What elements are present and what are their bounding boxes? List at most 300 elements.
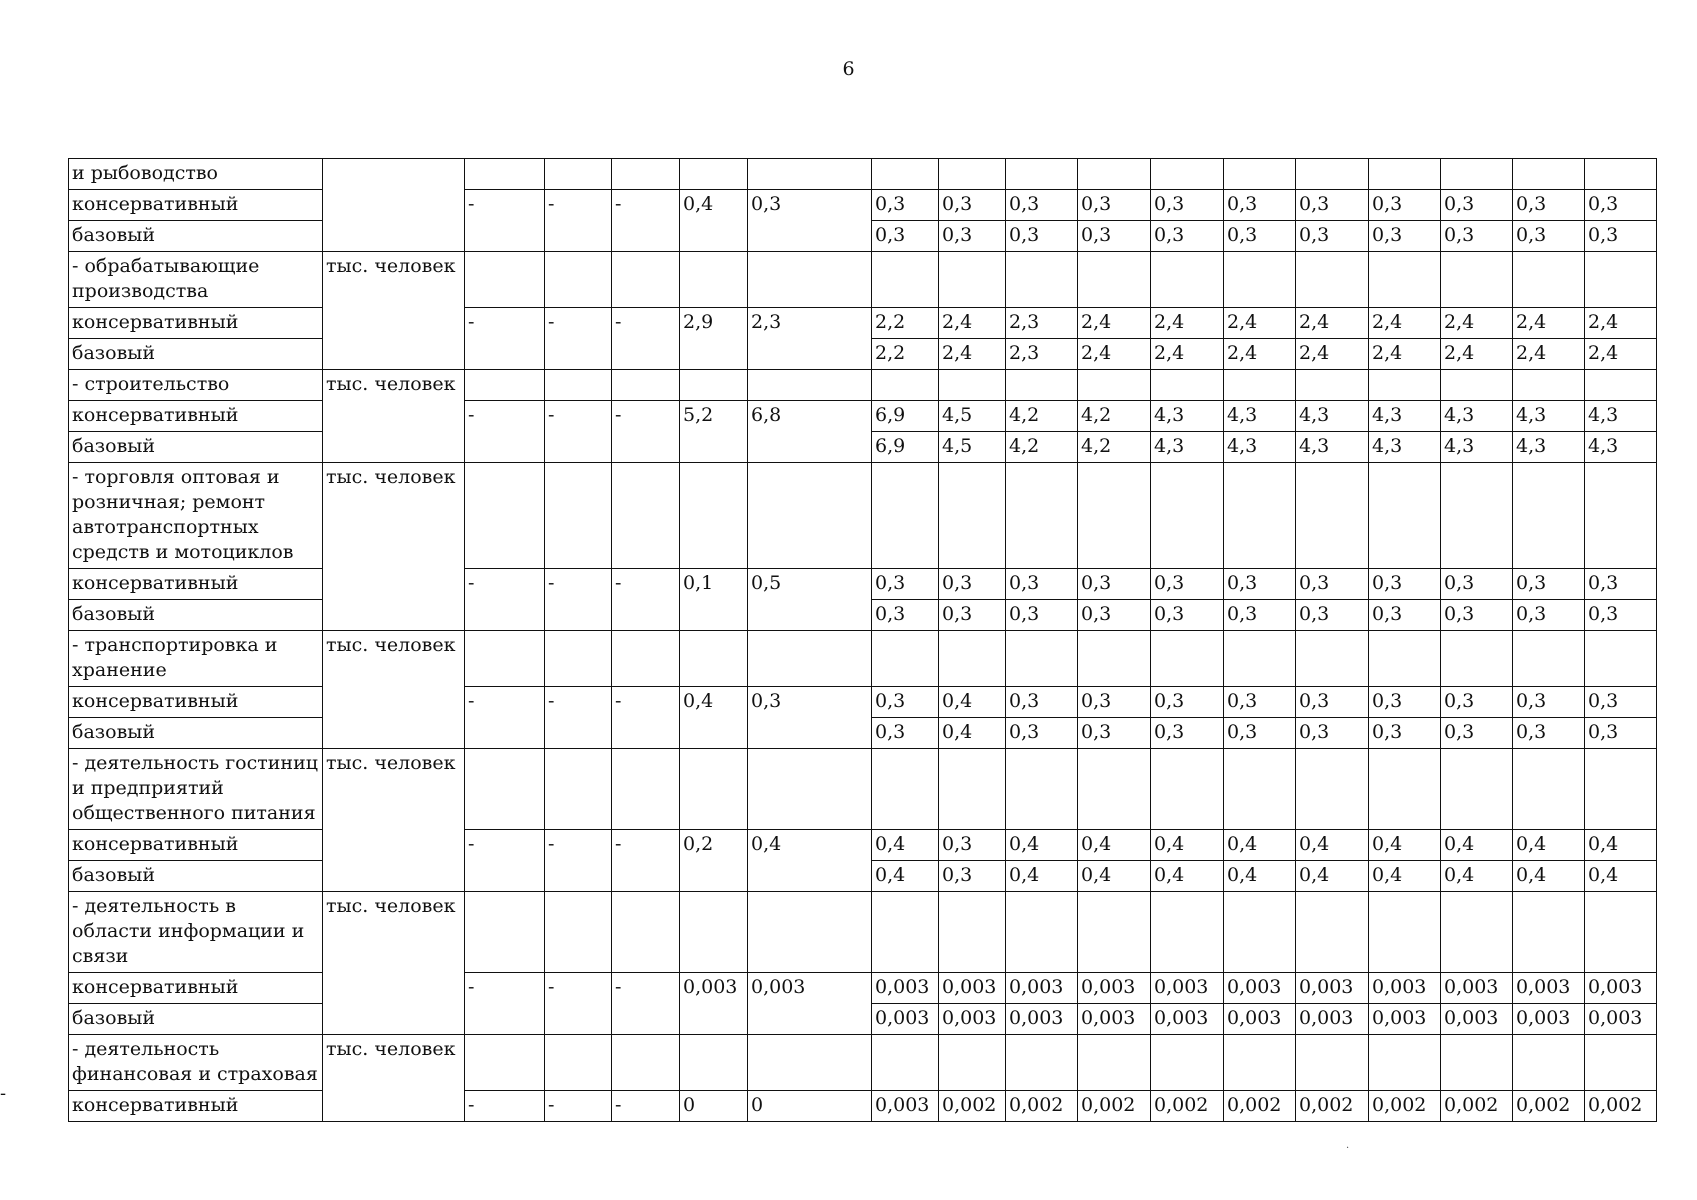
unit-cell: тыс. человек <box>323 892 465 1035</box>
forecast-value-cell: 2,4 <box>939 339 1006 370</box>
history-value-cell: 0,1 <box>680 569 748 631</box>
forecast-value-cell: 0,4 <box>1078 861 1151 892</box>
scenario-name-cell: базовый <box>69 861 323 892</box>
forecast-value-cell: 0,3 <box>1296 190 1369 221</box>
empty-cell <box>1296 370 1369 401</box>
empty-cell <box>680 463 748 569</box>
empty-cell <box>1369 252 1441 308</box>
forecast-value-cell: 0,3 <box>1151 718 1224 749</box>
forecast-value-cell: 0,4 <box>1224 861 1296 892</box>
empty-cell <box>1369 892 1441 973</box>
forecast-value-cell: 0,4 <box>1369 861 1441 892</box>
empty-cell <box>1224 159 1296 190</box>
history-value-cell: 0 <box>748 1091 872 1122</box>
forecast-value-cell: 0,003 <box>1369 1004 1441 1035</box>
history-value-cell: - <box>545 308 612 370</box>
scenario-name-cell: консервативный <box>69 830 323 861</box>
forecast-value-cell: 0,003 <box>1513 973 1585 1004</box>
forecast-value-cell: 0,4 <box>1006 861 1078 892</box>
table-row-conservative <box>69 569 1657 600</box>
forecast-value-cell: 4,2 <box>1078 401 1151 432</box>
forecast-value-cell: 0,3 <box>1369 718 1441 749</box>
empty-cell <box>1296 1035 1369 1091</box>
history-value-cell: - <box>545 1091 612 1122</box>
forecast-value-cell: 0,3 <box>1296 569 1369 600</box>
table-row-indicator <box>69 159 1657 190</box>
forecast-value-cell: 0,003 <box>1585 973 1657 1004</box>
forecast-value-cell: 0,4 <box>1585 861 1657 892</box>
scenario-name-cell: базовый <box>69 339 323 370</box>
history-value-cell: 0 <box>680 1091 748 1122</box>
forecast-value-cell: 0,4 <box>1151 861 1224 892</box>
forecast-value-cell: 0,4 <box>1296 830 1369 861</box>
empty-cell <box>1006 631 1078 687</box>
forecast-value-cell: 4,3 <box>1441 401 1513 432</box>
forecast-value-cell: 0,3 <box>1441 718 1513 749</box>
table-row-conservative <box>69 401 1657 432</box>
unit-cell: тыс. человек <box>323 749 465 892</box>
empty-cell <box>1441 370 1513 401</box>
forecast-value-cell: 0,003 <box>1441 1004 1513 1035</box>
forecast-value-cell: 4,3 <box>1441 432 1513 463</box>
empty-cell <box>1224 370 1296 401</box>
empty-cell <box>612 1035 680 1091</box>
forecast-value-cell: 0,3 <box>1441 569 1513 600</box>
forecast-value-cell: 0,002 <box>1369 1091 1441 1122</box>
forecast-value-cell: 0,4 <box>1513 861 1585 892</box>
forecast-value-cell: 0,002 <box>1585 1091 1657 1122</box>
forecast-value-cell: 2,4 <box>1513 339 1585 370</box>
scenario-name-cell: базовый <box>69 718 323 749</box>
empty-cell <box>1441 463 1513 569</box>
scenario-name-cell: консервативный <box>69 973 323 1004</box>
forecast-value-cell: 0,3 <box>1151 190 1224 221</box>
forecast-value-cell: 2,4 <box>939 308 1006 339</box>
forecast-value-cell: 2,4 <box>1585 339 1657 370</box>
empty-cell <box>872 892 939 973</box>
forecast-value-cell: 0,3 <box>1585 718 1657 749</box>
empty-cell <box>1585 159 1657 190</box>
forecast-value-cell: 0,4 <box>1006 830 1078 861</box>
forecast-value-cell: 0,3 <box>1224 687 1296 718</box>
forecast-value-cell: 0,3 <box>1078 221 1151 252</box>
forecast-value-cell: 0,3 <box>1585 221 1657 252</box>
forecast-value-cell: 0,3 <box>1078 569 1151 600</box>
forecast-value-cell: 0,003 <box>1006 973 1078 1004</box>
forecast-value-cell: 0,4 <box>939 687 1006 718</box>
history-value-cell: - <box>545 401 612 463</box>
scenario-name-cell: консервативный <box>69 308 323 339</box>
empty-cell <box>1224 892 1296 973</box>
empty-cell <box>465 749 545 830</box>
forecast-value-cell: 4,3 <box>1296 401 1369 432</box>
forecast-value-cell: 2,4 <box>1078 308 1151 339</box>
empty-cell <box>1585 749 1657 830</box>
empty-cell <box>1224 749 1296 830</box>
history-value-cell: - <box>545 569 612 631</box>
footer-dot: · <box>1346 1143 1350 1154</box>
empty-cell <box>1513 749 1585 830</box>
empty-cell <box>1369 159 1441 190</box>
empty-cell <box>1441 252 1513 308</box>
empty-cell <box>680 631 748 687</box>
forecast-value-cell: 0,3 <box>1006 569 1078 600</box>
empty-cell <box>748 159 872 190</box>
empty-cell <box>680 252 748 308</box>
empty-cell <box>939 463 1006 569</box>
forecast-value-cell: 0,3 <box>1151 687 1224 718</box>
forecast-value-cell: 0,3 <box>1224 190 1296 221</box>
empty-cell <box>1441 892 1513 973</box>
forecast-value-cell: 0,002 <box>1441 1091 1513 1122</box>
table-row-indicator <box>69 370 1657 401</box>
forecast-value-cell: 0,3 <box>939 830 1006 861</box>
table-row-indicator <box>69 252 1657 308</box>
empty-cell <box>1296 252 1369 308</box>
forecast-value-cell: 0,4 <box>1078 830 1151 861</box>
empty-cell <box>748 892 872 973</box>
forecast-value-cell: 4,5 <box>939 432 1006 463</box>
forecast-value-cell: 2,4 <box>1296 308 1369 339</box>
history-value-cell: - <box>612 973 680 1035</box>
forecast-value-cell: 0,3 <box>1513 687 1585 718</box>
empty-cell <box>612 252 680 308</box>
forecast-value-cell: 0,3 <box>1369 190 1441 221</box>
forecast-value-cell: 0,3 <box>872 600 939 631</box>
empty-cell <box>748 252 872 308</box>
empty-cell <box>1585 1035 1657 1091</box>
empty-cell <box>1078 892 1151 973</box>
forecast-value-cell: 0,3 <box>1078 190 1151 221</box>
forecast-value-cell: 0,003 <box>1369 973 1441 1004</box>
forecast-value-cell: 4,2 <box>1006 432 1078 463</box>
empty-cell <box>612 370 680 401</box>
empty-cell <box>1513 1035 1585 1091</box>
forecast-value-cell: 0,3 <box>1513 718 1585 749</box>
forecast-value-cell: 0,3 <box>1296 221 1369 252</box>
empty-cell <box>939 892 1006 973</box>
empty-cell <box>1513 370 1585 401</box>
empty-cell <box>1078 749 1151 830</box>
forecast-value-cell: 0,3 <box>1006 190 1078 221</box>
forecast-value-cell: 0,002 <box>1224 1091 1296 1122</box>
empty-cell <box>1006 463 1078 569</box>
history-value-cell: 0,5 <box>748 569 872 631</box>
scenario-name-cell: консервативный <box>69 190 323 221</box>
empty-cell <box>1224 1035 1296 1091</box>
forecast-value-cell: 0,3 <box>1513 190 1585 221</box>
forecast-value-cell: 6,9 <box>872 401 939 432</box>
forecast-value-cell: 0,3 <box>1513 221 1585 252</box>
forecast-value-cell: 0,3 <box>1369 687 1441 718</box>
forecast-value-cell: 0,3 <box>1441 221 1513 252</box>
scenario-name-cell: базовый <box>69 432 323 463</box>
empty-cell <box>872 1035 939 1091</box>
empty-cell <box>872 370 939 401</box>
unit-cell: тыс. человек <box>323 1035 465 1122</box>
history-value-cell: - <box>612 1091 680 1122</box>
forecast-value-cell: 4,5 <box>939 401 1006 432</box>
indicator-name-cell: - торговля оптовая и розничная; ремонт автотранспортных средств и мотоциклов <box>69 463 323 569</box>
empty-cell <box>1078 252 1151 308</box>
empty-cell <box>612 749 680 830</box>
unit-cell: тыс. человек <box>323 370 465 463</box>
empty-cell <box>1151 463 1224 569</box>
history-value-cell: - <box>465 830 545 892</box>
table-row-conservative <box>69 1091 1657 1122</box>
forecast-value-cell: 0,3 <box>1585 569 1657 600</box>
forecast-value-cell: 2,2 <box>872 308 939 339</box>
empty-cell <box>545 463 612 569</box>
empty-cell <box>1006 1035 1078 1091</box>
empty-cell <box>1369 631 1441 687</box>
forecast-value-cell: 0,003 <box>1296 973 1369 1004</box>
empty-cell <box>1585 370 1657 401</box>
forecast-value-cell: 2,4 <box>1369 308 1441 339</box>
empty-cell <box>1513 252 1585 308</box>
empty-cell <box>1224 631 1296 687</box>
forecast-value-cell: 0,4 <box>1585 830 1657 861</box>
forecast-value-cell: 0,3 <box>872 221 939 252</box>
forecast-value-cell: 0,3 <box>939 221 1006 252</box>
forecast-value-cell: 0,002 <box>939 1091 1006 1122</box>
empty-cell <box>465 892 545 973</box>
forecast-value-cell: 0,003 <box>1151 973 1224 1004</box>
empty-cell <box>1151 1035 1224 1091</box>
history-value-cell: 5,2 <box>680 401 748 463</box>
forecast-value-cell: 0,3 <box>872 687 939 718</box>
empty-cell <box>465 1035 545 1091</box>
forecast-value-cell: 0,3 <box>1441 600 1513 631</box>
indicator-name-cell: и рыбоводство <box>69 159 323 190</box>
forecast-value-cell: 4,2 <box>1006 401 1078 432</box>
indicator-name-cell: - строительство <box>69 370 323 401</box>
forecast-value-cell: 0,3 <box>1585 190 1657 221</box>
table-row-conservative <box>69 190 1657 221</box>
empty-cell <box>1078 370 1151 401</box>
forecast-value-cell: 0,003 <box>1224 1004 1296 1035</box>
empty-cell <box>1513 892 1585 973</box>
forecast-value-cell: 0,003 <box>1513 1004 1585 1035</box>
indicator-name-cell: - деятельность в области информации и связи <box>69 892 323 973</box>
empty-cell <box>939 159 1006 190</box>
forecast-value-cell: 0,003 <box>1078 1004 1151 1035</box>
forecast-value-cell: 0,002 <box>1151 1091 1224 1122</box>
history-value-cell: - <box>465 1091 545 1122</box>
forecast-value-cell: 4,3 <box>1369 432 1441 463</box>
empty-cell <box>1151 892 1224 973</box>
table-row-indicator <box>69 631 1657 687</box>
history-value-cell: - <box>465 190 545 252</box>
empty-cell <box>680 892 748 973</box>
empty-cell <box>1441 749 1513 830</box>
empty-cell <box>748 370 872 401</box>
forecast-value-cell: 2,4 <box>1151 339 1224 370</box>
empty-cell <box>545 370 612 401</box>
empty-cell <box>872 749 939 830</box>
empty-cell <box>748 631 872 687</box>
forecast-value-cell: 4,2 <box>1078 432 1151 463</box>
empty-cell <box>1078 631 1151 687</box>
forecast-value-cell: 0,003 <box>1585 1004 1657 1035</box>
forecast-value-cell: 2,4 <box>1224 339 1296 370</box>
empty-cell <box>939 252 1006 308</box>
history-value-cell: - <box>612 569 680 631</box>
empty-cell <box>465 463 545 569</box>
forecast-value-cell: 0,003 <box>939 973 1006 1004</box>
forecast-value-cell: 4,3 <box>1585 432 1657 463</box>
forecast-value-cell: 2,4 <box>1224 308 1296 339</box>
history-value-cell: 0,3 <box>748 687 872 749</box>
forecast-value-cell: 2,4 <box>1078 339 1151 370</box>
forecast-value-cell: 6,9 <box>872 432 939 463</box>
forecast-value-cell: 0,003 <box>1151 1004 1224 1035</box>
empty-cell <box>545 1035 612 1091</box>
scenario-name-cell: базовый <box>69 221 323 252</box>
forecast-value-cell: 0,003 <box>1224 973 1296 1004</box>
forecast-value-cell: 4,3 <box>1369 401 1441 432</box>
empty-cell <box>1585 631 1657 687</box>
empty-cell <box>1296 631 1369 687</box>
empty-cell <box>939 631 1006 687</box>
forecast-value-cell: 0,3 <box>1224 600 1296 631</box>
forecast-value-cell: 0,3 <box>1224 221 1296 252</box>
forecast-value-cell: 0,4 <box>1151 830 1224 861</box>
empty-cell <box>1585 463 1657 569</box>
empty-cell <box>1369 749 1441 830</box>
forecast-value-cell: 2,3 <box>1006 339 1078 370</box>
indicators-table <box>68 158 1657 1122</box>
forecast-value-cell: 0,3 <box>1585 600 1657 631</box>
empty-cell <box>748 749 872 830</box>
empty-cell <box>1296 159 1369 190</box>
history-value-cell: - <box>612 190 680 252</box>
empty-cell <box>1006 370 1078 401</box>
unit-cell <box>323 159 465 252</box>
history-value-cell: 6,8 <box>748 401 872 463</box>
forecast-value-cell: 4,3 <box>1224 432 1296 463</box>
forecast-value-cell: 0,4 <box>872 830 939 861</box>
empty-cell <box>1151 370 1224 401</box>
history-value-cell: 2,3 <box>748 308 872 370</box>
scenario-name-cell: консервативный <box>69 687 323 718</box>
forecast-value-cell: 0,3 <box>1078 687 1151 718</box>
forecast-value-cell: 0,4 <box>1224 830 1296 861</box>
forecast-value-cell: 0,003 <box>872 1004 939 1035</box>
forecast-value-cell: 0,003 <box>872 1091 939 1122</box>
forecast-value-cell: 4,3 <box>1585 401 1657 432</box>
empty-cell <box>1441 1035 1513 1091</box>
forecast-value-cell: 0,3 <box>872 718 939 749</box>
empty-cell <box>748 1035 872 1091</box>
forecast-value-cell: 0,3 <box>1585 687 1657 718</box>
history-value-cell: - <box>612 830 680 892</box>
forecast-value-cell: 0,3 <box>1296 600 1369 631</box>
table-row-indicator <box>69 892 1657 973</box>
empty-cell <box>1369 463 1441 569</box>
history-value-cell: 0,4 <box>748 830 872 892</box>
history-value-cell: - <box>612 401 680 463</box>
empty-cell <box>545 892 612 973</box>
forecast-value-cell: 0,3 <box>1078 600 1151 631</box>
forecast-value-cell: 0,3 <box>1224 569 1296 600</box>
empty-cell <box>1441 159 1513 190</box>
forecast-value-cell: 0,3 <box>872 190 939 221</box>
history-value-cell: 0,4 <box>680 687 748 749</box>
empty-cell <box>612 631 680 687</box>
empty-cell <box>465 631 545 687</box>
forecast-value-cell: 2,4 <box>1441 339 1513 370</box>
forecast-value-cell: 2,2 <box>872 339 939 370</box>
forecast-value-cell: 0,3 <box>1006 687 1078 718</box>
history-value-cell: 2,9 <box>680 308 748 370</box>
forecast-value-cell: 0,4 <box>1513 830 1585 861</box>
forecast-value-cell: 0,003 <box>1078 973 1151 1004</box>
forecast-value-cell: 0,3 <box>939 190 1006 221</box>
indicator-name-cell: - деятельность гостиниц и предприятий общественного питания <box>69 749 323 830</box>
forecast-value-cell: 0,002 <box>1296 1091 1369 1122</box>
forecast-value-cell: 0,3 <box>1151 600 1224 631</box>
forecast-value-cell: 4,3 <box>1513 401 1585 432</box>
empty-cell <box>1078 463 1151 569</box>
history-value-cell: 0,003 <box>680 973 748 1035</box>
empty-cell <box>1296 749 1369 830</box>
forecast-value-cell: 0,003 <box>939 1004 1006 1035</box>
forecast-value-cell: 0,3 <box>1296 718 1369 749</box>
history-value-cell: - <box>545 973 612 1035</box>
unit-cell: тыс. человек <box>323 252 465 370</box>
empty-cell <box>1006 252 1078 308</box>
empty-cell <box>612 892 680 973</box>
empty-cell <box>1151 749 1224 830</box>
table-row-conservative <box>69 308 1657 339</box>
forecast-value-cell: 0,4 <box>939 718 1006 749</box>
empty-cell <box>1369 370 1441 401</box>
forecast-value-cell: 0,3 <box>1006 221 1078 252</box>
history-value-cell: - <box>545 830 612 892</box>
empty-cell <box>680 159 748 190</box>
empty-cell <box>1151 631 1224 687</box>
scenario-name-cell: консервативный <box>69 1091 323 1122</box>
forecast-value-cell: 0,4 <box>1441 830 1513 861</box>
empty-cell <box>872 252 939 308</box>
history-value-cell: 0,3 <box>748 190 872 252</box>
forecast-value-cell: 0,3 <box>1224 718 1296 749</box>
forecast-value-cell: 4,3 <box>1151 432 1224 463</box>
forecast-value-cell: 2,4 <box>1369 339 1441 370</box>
empty-cell <box>872 463 939 569</box>
forecast-value-cell: 0,003 <box>1006 1004 1078 1035</box>
empty-cell <box>1585 892 1657 973</box>
history-value-cell: 0,4 <box>680 190 748 252</box>
empty-cell <box>1006 892 1078 973</box>
history-value-cell: - <box>465 569 545 631</box>
scenario-name-cell: консервативный <box>69 569 323 600</box>
empty-cell <box>1513 631 1585 687</box>
history-value-cell: - <box>465 308 545 370</box>
empty-cell <box>1369 1035 1441 1091</box>
empty-cell <box>939 749 1006 830</box>
forecast-value-cell: 0,003 <box>872 973 939 1004</box>
forecast-value-cell: 0,4 <box>1441 861 1513 892</box>
forecast-value-cell: 0,3 <box>1006 600 1078 631</box>
table-row-conservative <box>69 830 1657 861</box>
margin-mark: - <box>0 1083 7 1104</box>
indicator-name-cell: - транспортировка и хранение <box>69 631 323 687</box>
forecast-value-cell: 0,3 <box>1078 718 1151 749</box>
forecast-value-cell: 4,3 <box>1296 432 1369 463</box>
forecast-value-cell: 0,3 <box>1441 687 1513 718</box>
